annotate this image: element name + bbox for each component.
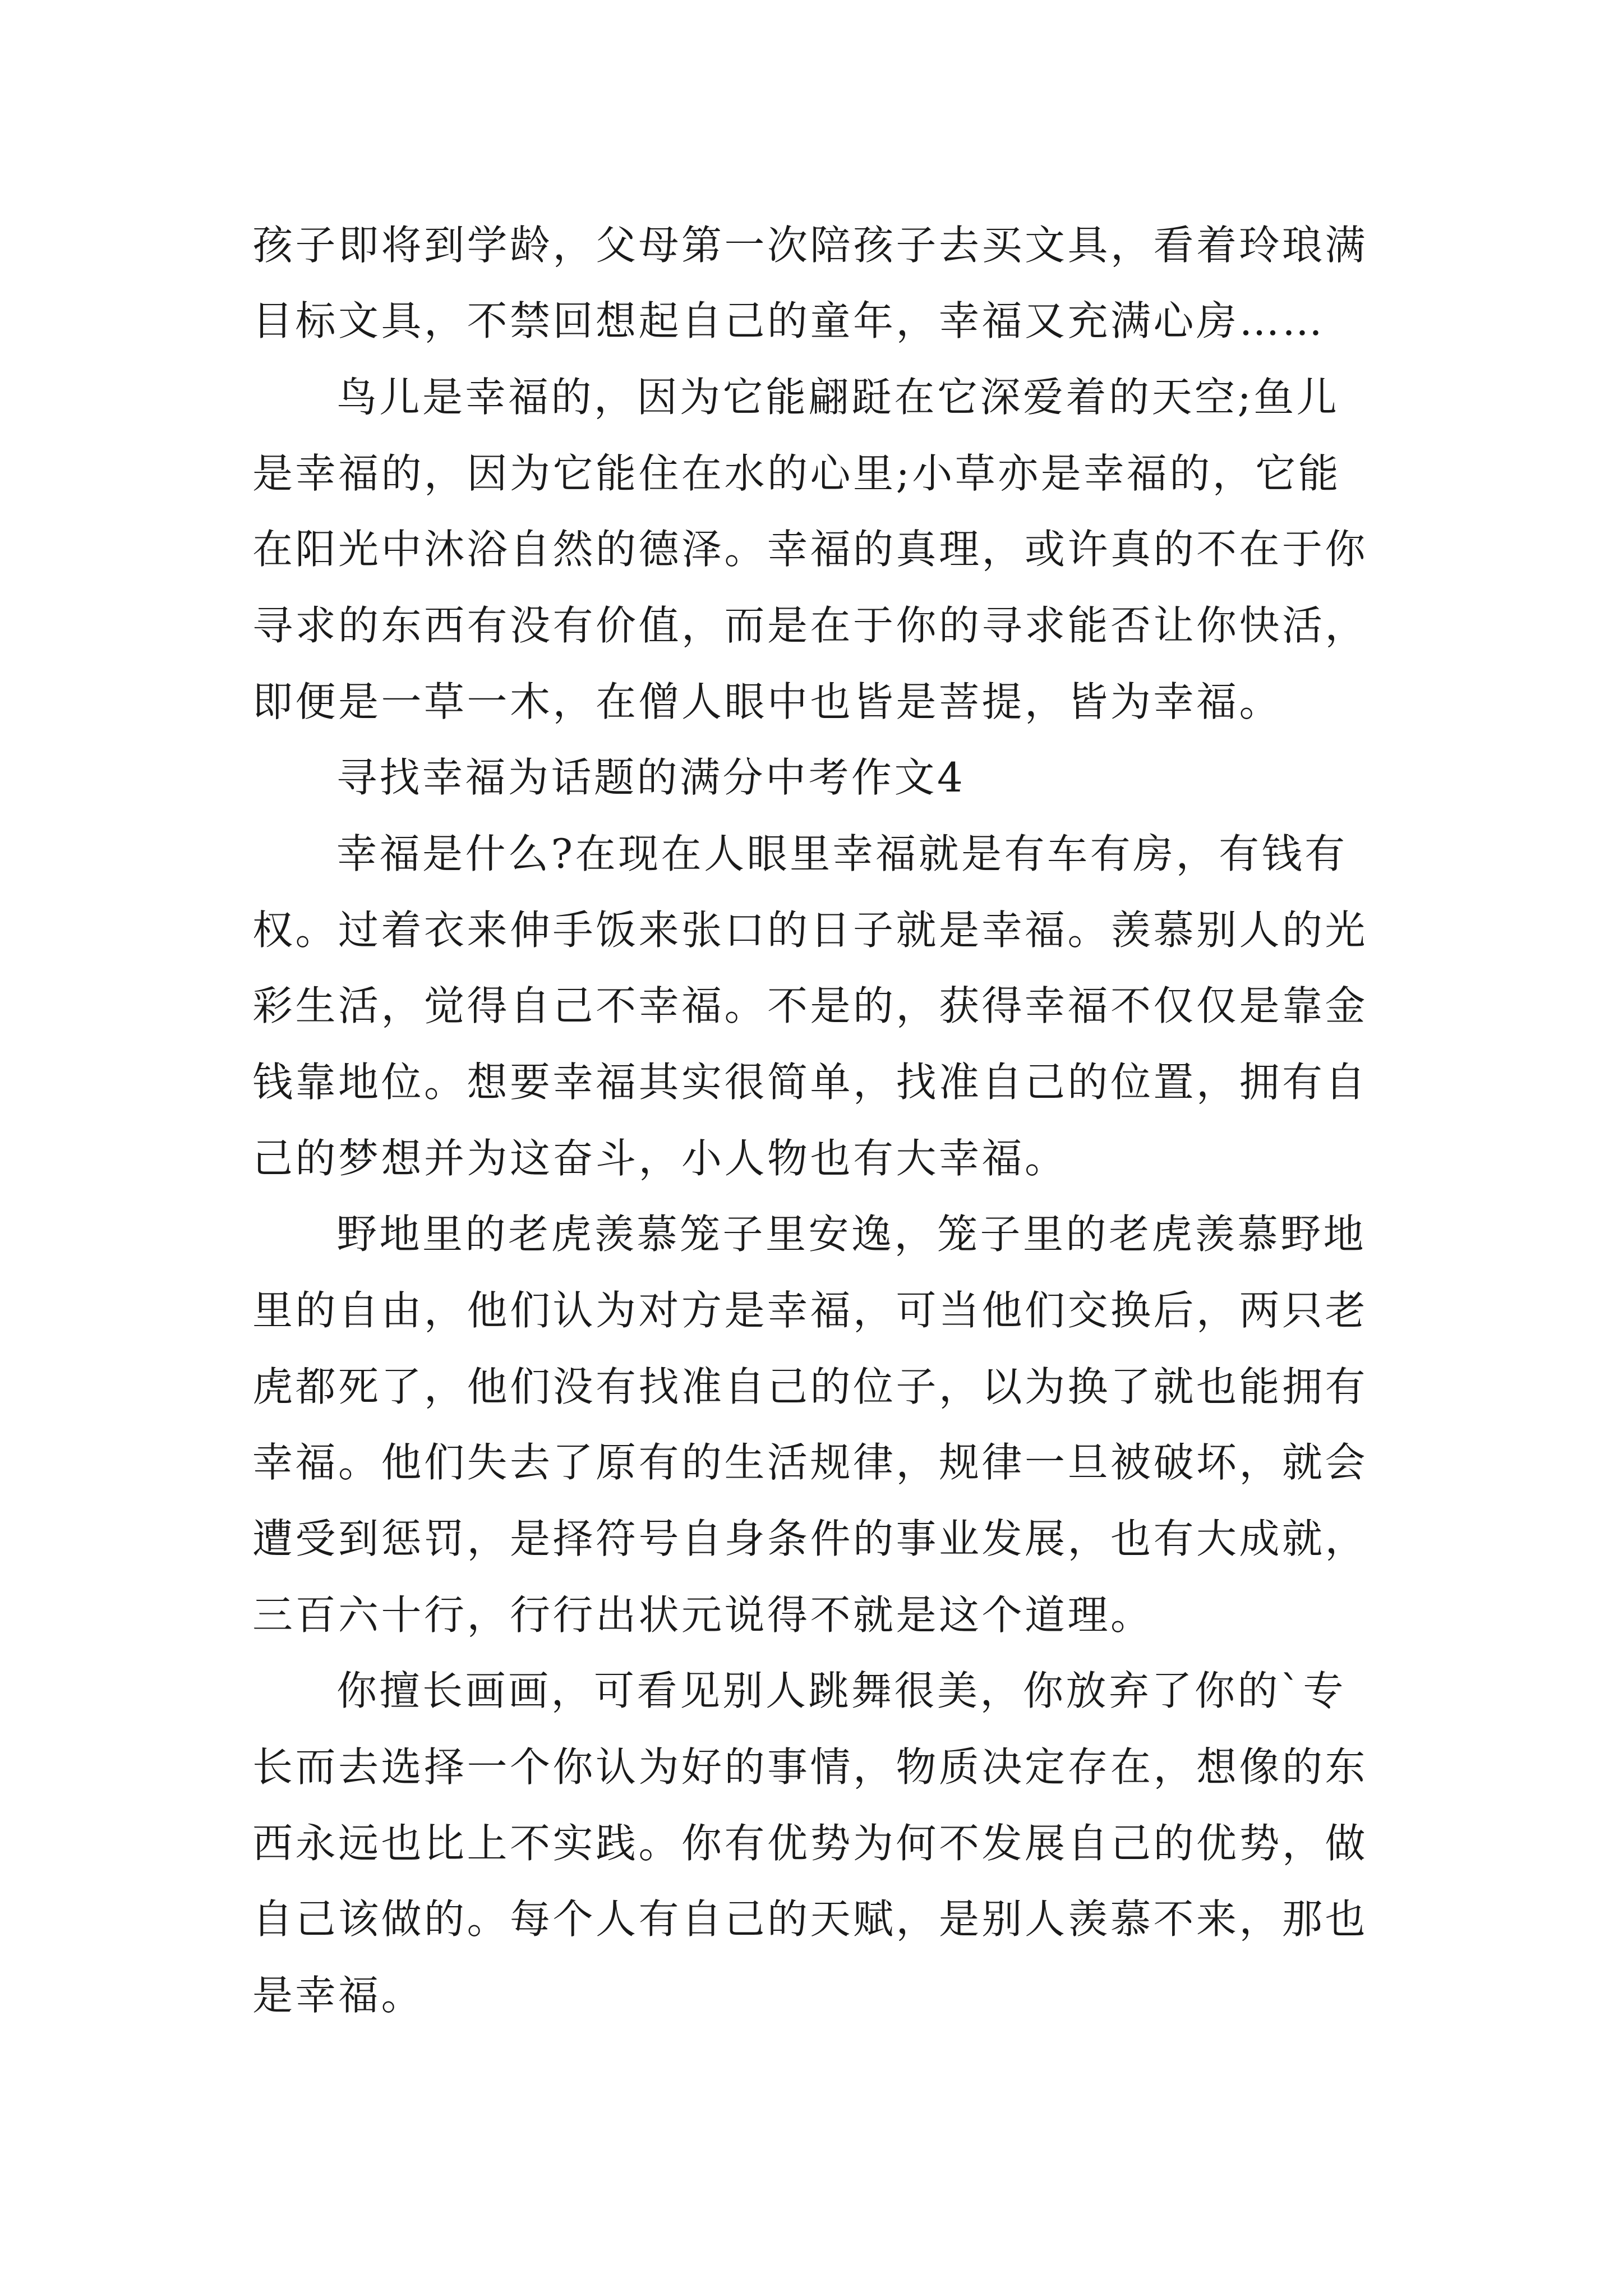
text-line: 你擅长画画，可看见别人跳舞很美，你放弃了你的`专 [336,1667,1347,1714]
text-line: 是幸福。 [252,1972,425,2019]
text-line: 是幸福的，因为它能住在水的心里;小草亦是幸福的，它能 [252,450,1341,497]
text-line: 野地里的老虎羡慕笼子里安逸，笼子里的老虎羡慕野地 [336,1211,1367,1258]
text-line: 幸福是什么?在现在人眼里幸福就是有车有房，有钱有 [336,830,1348,877]
text-line: 即便是一草一木，在僧人眼中也皆是菩提，皆为幸福。 [252,678,1283,725]
text-line: 长而去选择一个你认为好的事情，物质决定存在，想像的东 [252,1743,1368,1791]
text-line: 彩生活，觉得自己不幸福。不是的，获得幸福不仅仅是靠金 [252,982,1368,1029]
text-line: 遭受到惩罚，是择符号自身条件的事业发展，也有大成就， [252,1515,1368,1562]
text-line: 西永远也比上不实践。你有优势为何不发展自己的优势，做 [252,1820,1368,1867]
text-line: 里的自由，他们认为对方是幸福，可当他们交换后，两只老 [252,1287,1368,1334]
text-line: 己的梦想并为这奋斗，小人物也有大幸福。 [252,1135,1068,1182]
text-line: 自己该做的。每个人有自己的天赋，是别人羡慕不来，那也 [252,1895,1368,1943]
text-line: 虎都死了，他们没有找准自己的位子，以为换了就也能拥有 [252,1363,1368,1410]
text-line: 三百六十行，行行出状元说得不就是这个道理。 [252,1591,1154,1639]
text-line: 鸟儿是幸福的，因为它能翩跹在它深爱着的天空;鱼儿 [336,374,1340,421]
text-line: 权。过着衣来伸手饭来张口的日子就是幸福。羡慕别人的光 [252,907,1368,954]
text-line: 钱靠地位。想要幸福其实很简单，找准自己的位置，拥有自 [252,1059,1368,1106]
section-heading: 寻找幸福为话题的满分中考作文4 [336,754,966,801]
text-line: 目标文具，不禁回想起自己的童年，幸福又充满心房…… [252,297,1325,344]
text-line: 孩子即将到学龄，父母第一次陪孩子去买文具，看着玲琅满 [252,222,1368,269]
text-line: 幸福。他们失去了原有的生活规律，规律一旦被破坏，就会 [252,1439,1368,1486]
text-line: 在阳光中沐浴自然的德泽。幸福的真理，或许真的不在于你 [252,526,1368,573]
text-line: 寻求的东西有没有价值，而是在于你的寻求能否让你快活， [252,602,1368,649]
